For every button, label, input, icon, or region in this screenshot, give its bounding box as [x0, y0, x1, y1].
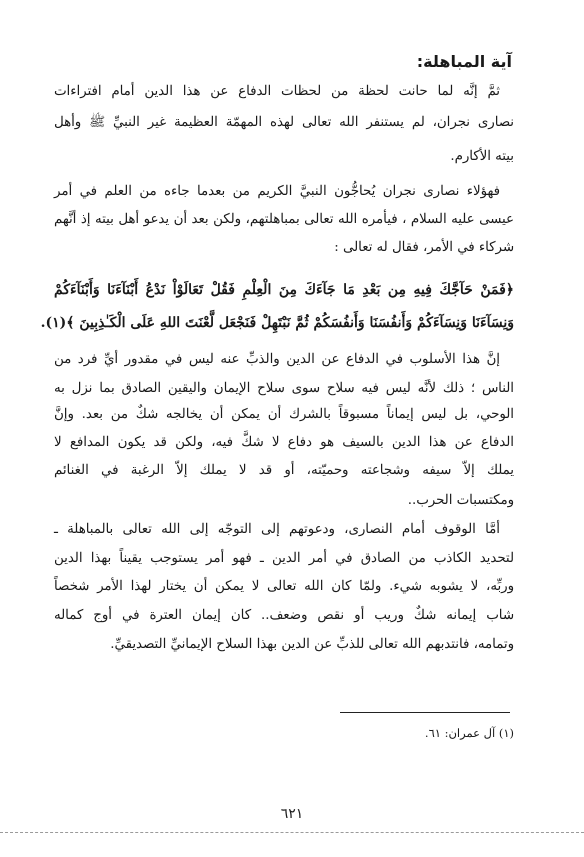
quran-verse-line: وَنِسَآءَنَا وَنِسَآءَكُمْ وَأَنفُسَنَا وَأَنفُسَكُمْ ثُمَّ نَبْتَهِلْ فَنَجْعَل لَّعْنَتَ اللهِ عَلَى الْكَـٰذِبِينَ ﴾(١).	[40, 315, 514, 331]
text-line: لتحديد الكاذب من الصادق في أمر الدين ـ فهو أمر يستوجب يقيناً بهذا الدين	[54, 551, 514, 566]
text-line: ثمَّ إنَّه لما حانت لحظة من لحظات الدفاع عن هذا الدين أمام افتراءات	[54, 84, 500, 99]
text-line: الوحي، بل ليس إيماناً مسبوقاً بالشرك أن يمكن أن يخالجه شكٌ من بعد. وإنَّ	[54, 407, 514, 422]
text-line: ومكتسبات الحرب..	[407, 493, 514, 508]
text-line: يملك إلاّ سيفه وشجاعته وحميّته، أو قد لا يملك إلاّ الرغبة في الغنائم	[54, 463, 514, 478]
footnote-divider	[340, 712, 510, 713]
text-line: الناس ؛ ذلك لأنَّه ليس فيه سلاح سوى سلاح الإيمان واليقين الصادق بما نزل به	[54, 381, 514, 396]
text-line: إنَّ هذا الأسلوب في الدفاع عن الدين والذبِّ عنه ليس في مقدور أيِّ فرد من	[54, 352, 500, 367]
footnote: (١) آل عمران: ٦١.	[424, 726, 514, 740]
quran-verse-line: ﴿فَمَنْ حَآجَّكَ فِيهِ مِن بَعْدِ مَا جَآءَكَ مِنَ الْعِلْمِ فَقُلْ تَعَالَوْاْ نَدْعُ أَبْنَآءَنَا وَأَبْنَآءَكُمْ	[54, 282, 514, 298]
text-line: نصارى نجران، لم يستنفر الله تعالى لهذه المهمّة العظيمة غير النبيِّ ﷺ وأهل	[54, 115, 514, 130]
text-line: عيسى عليه السلام ، فيأمره الله تعالى بمباهلتهم، ولكن بعد أن يدعو أهل بيته إذ أنَّهم	[54, 212, 514, 227]
section-heading: آية المباهلة:	[416, 52, 512, 71]
text-line: بيته الأكارم.	[450, 149, 514, 164]
text-line: أمَّا الوقوف أمام النصارى، ودعوتهم إلى التوجّه إلى الله تعالى بالمباهلة ـ	[54, 522, 500, 537]
page-bottom-edge	[0, 832, 584, 833]
text-line: شركاء في الأمر، فقال له تعالى :	[334, 240, 514, 255]
text-line: وربِّه، لا يشوبه شيء. ولمّا كان الله تعالى لا يمكن أن يختار لهذا الأمر شخصاً	[54, 579, 514, 594]
text-line: وتمامه، فانتدبهم الله تعالى للذبِّ عن الدين بهذا السلاح الإيمانيِّ التصديقيِّ.	[110, 637, 514, 652]
text-line: الدفاع عن هذا الدين بالسيف هو دفاع لا شكَّ فيه، ولكن قد يكون المدافع لا	[54, 435, 514, 450]
text-line: شاب إيمانه شكٌ وريب أو نقص وضعف.. كان إيمان العترة في أوج كماله	[54, 608, 514, 623]
page-number: ٦٢١	[280, 806, 304, 822]
text-line: فهؤلاء نصارى نجران يُحاجُّون النبيَّ الكريم من بعدما جاءه من العلم في أمر	[54, 184, 500, 199]
